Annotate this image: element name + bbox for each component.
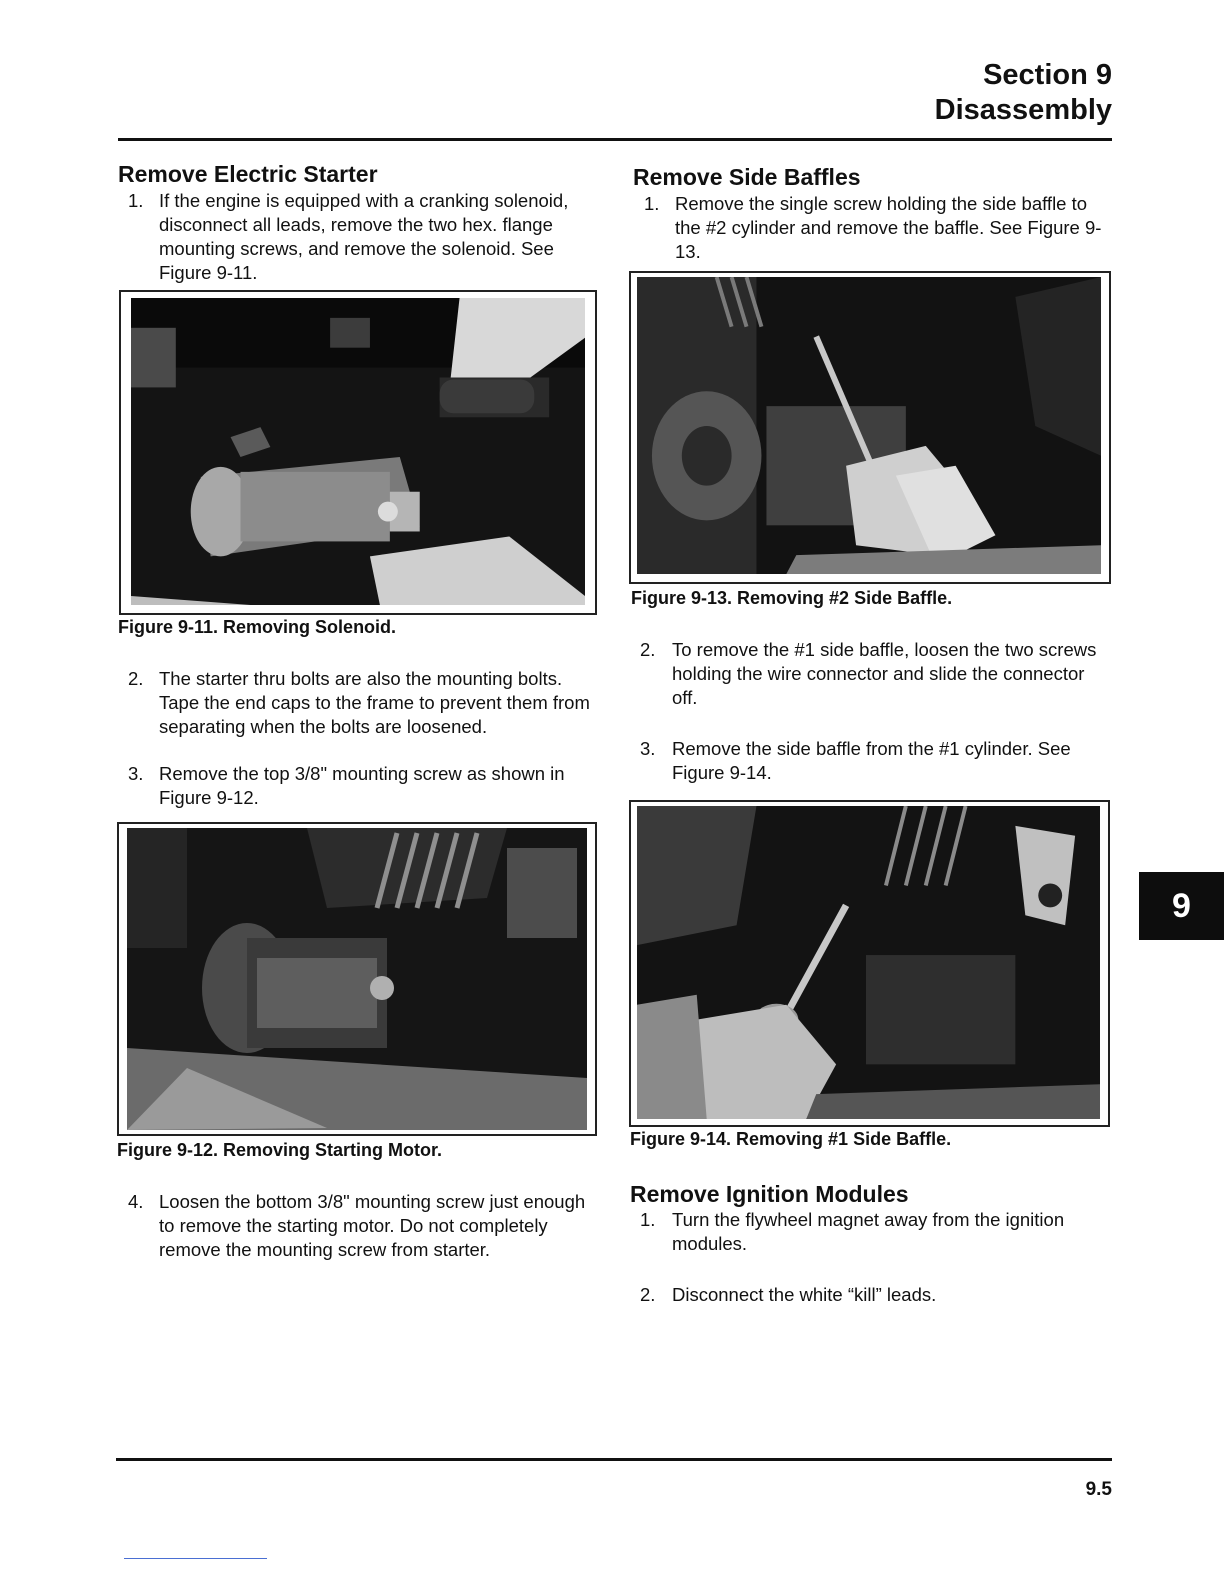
- baffles-step-2: 2. To remove the #1 side baffle, loosen the two screws holding the wire connector and slide the connector off.: [640, 639, 1097, 708]
- figure-9-12-photo: [117, 822, 597, 1136]
- heading-remove-electric-starter: Remove Electric Starter: [118, 161, 378, 187]
- starting-motor-removal-image: [127, 828, 587, 1130]
- baffles-step-1: 1. Remove the single screw holding the side baffle to the #2 cylinder and remove the baffle. See Figure 9-13.: [644, 193, 1102, 262]
- section-number: Section 9: [983, 59, 1112, 91]
- header-rule: [118, 138, 1112, 141]
- ignition-step-2: 2. Disconnect the white “kill” leads.: [640, 1284, 937, 1305]
- starter-step-4: 4. Loosen the bottom 3/8" mounting screw just enough to remove the starting motor. Do not completely remove the mounting screw from starter.: [128, 1191, 586, 1260]
- side-baffle-2-removal-image: [637, 277, 1101, 574]
- figure-9-12-caption: Figure 9-12. Removing Starting Motor.: [117, 1140, 443, 1160]
- heading-remove-ignition-modules: Remove Ignition Modules: [630, 1181, 909, 1207]
- baffles-step-3: 3. Remove the side baffle from the #1 cylinder. See Figure 9-14.: [640, 738, 1071, 783]
- figure-9-13-caption: Figure 9-13. Removing #2 Side Baffle.: [631, 588, 953, 608]
- side-baffle-1-removal-image: [637, 806, 1100, 1119]
- figure-9-14-photo: [629, 800, 1110, 1127]
- footer-rule: [116, 1458, 1112, 1461]
- figure-9-11-photo: [119, 290, 597, 615]
- starter-step-1: 1. If the engine is equipped with a cranking solenoid, disconnect all leads, remove the two hex. flange mounting screws, and remove the solenoid. See Figure 9-11.: [128, 190, 569, 283]
- solenoid-removal-image: [131, 298, 585, 605]
- heading-remove-side-baffles: Remove Side Baffles: [633, 164, 861, 190]
- section-tab: 9: [1139, 872, 1224, 940]
- section-title: Disassembly: [934, 94, 1112, 126]
- ignition-step-1: 1. Turn the flywheel magnet away from the ignition modules.: [640, 1209, 1065, 1254]
- figure-9-11-caption: Figure 9-11. Removing Solenoid.: [118, 617, 397, 637]
- starter-step-2: 2. The starter thru bolts are also the mounting bolts. Tape the end caps to the frame to prevent them from separating when the bolts are loosened.: [128, 668, 590, 737]
- figure-9-14-caption: Figure 9-14. Removing #1 Side Baffle.: [630, 1129, 952, 1149]
- page-number: 9.5: [1085, 1479, 1112, 1500]
- figure-9-13-photo: [629, 271, 1111, 584]
- starter-step-3: 3. Remove the top 3/8" mounting screw as shown in Figure 9-12.: [128, 763, 565, 808]
- section-header: [935, 58, 1112, 128]
- footer-link-underline: [124, 1558, 267, 1559]
